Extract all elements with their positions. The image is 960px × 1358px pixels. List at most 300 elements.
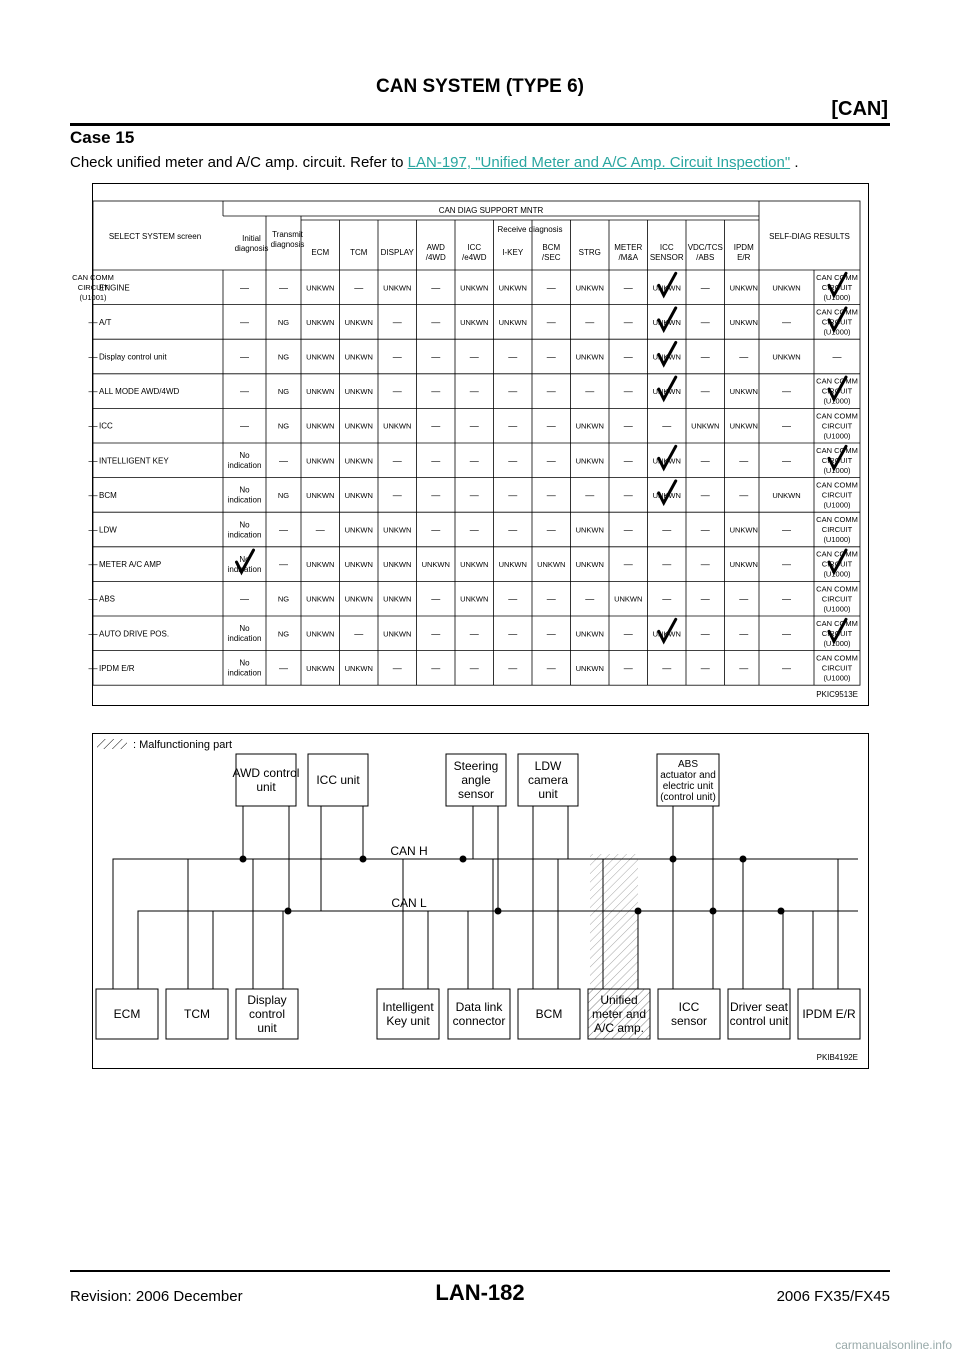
table-cell: — <box>546 282 556 293</box>
table-cell: UNKWN <box>383 525 412 535</box>
table-cell: — <box>431 524 441 535</box>
receive-col-header: /e4WD <box>462 252 487 262</box>
table-cell: — <box>431 628 441 639</box>
table-cell: — <box>782 628 791 639</box>
receive-col-header: /4WD <box>425 252 446 262</box>
junction-dot <box>670 856 677 863</box>
table-cell: UNKWN <box>652 629 681 639</box>
table-cell: — <box>623 559 633 570</box>
self-diag-cell: CAN COMM <box>816 307 858 317</box>
table-cell: — <box>508 386 518 397</box>
self-diag-cell: (U1000) <box>823 638 851 648</box>
receive-col-header: STRG <box>578 247 601 257</box>
table-cell: — <box>508 593 518 604</box>
receive-col-header: E/R <box>737 252 751 262</box>
table-cell: — <box>469 628 479 639</box>
initial-diagnosis-header: diagnosis <box>234 243 269 253</box>
table-cell: — <box>546 489 556 500</box>
receive-col-header: TCM <box>350 247 368 257</box>
receive-col-header: SENSOR <box>649 252 684 262</box>
footer-rule <box>70 1270 890 1272</box>
table-cell: — <box>392 662 402 673</box>
table-cell: UNKWN <box>729 317 758 327</box>
receive-col-header: VDC/TCS <box>687 242 723 252</box>
table-cell: — <box>431 351 441 362</box>
table-cell: — <box>240 420 249 431</box>
table-cell: — <box>469 351 479 362</box>
table-cell: — <box>623 455 633 466</box>
table-cell: UNKWN <box>575 629 604 639</box>
table-cell: UNKWN <box>344 456 373 466</box>
table-cell: UNKWN <box>729 387 758 397</box>
table-cell: UNKWN <box>306 352 335 362</box>
bottom-unit-label: Data link <box>455 1000 503 1015</box>
table-cell: UNKWN <box>344 663 373 673</box>
table-cell: — <box>546 628 556 639</box>
bottom-unit-label: ICC <box>678 1000 700 1015</box>
table-cell: — <box>469 524 479 535</box>
receive-col-header: ICC <box>467 242 482 252</box>
bottom-unit-label: IPDM E/R <box>802 1007 856 1022</box>
no-indication-cell: No <box>239 554 250 564</box>
table-cell: — <box>739 351 749 362</box>
top-unit-label: (control unit) <box>660 792 716 803</box>
table-cell: — <box>469 420 479 431</box>
table-cell: — <box>508 524 518 535</box>
top-unit-label: LDW <box>534 759 562 774</box>
bottom-unit-label: Driver seat <box>729 1000 789 1015</box>
no-indication-cell: No <box>239 451 250 461</box>
junction-dot <box>460 856 467 863</box>
table-cell: — <box>279 662 288 673</box>
table-cell: — <box>240 386 249 397</box>
table-cell: UNKWN <box>344 387 373 397</box>
can-l-label: CAN L <box>391 896 427 910</box>
table-cell: — <box>279 524 288 535</box>
table-cell: — <box>469 455 479 466</box>
self-diag-cell: CIRCUIT <box>821 663 853 673</box>
table-cell: — <box>392 316 402 327</box>
table-cell: — <box>546 420 556 431</box>
table-cell: UNKWN <box>344 594 373 604</box>
no-indication-cell: indication <box>227 495 262 505</box>
table-cell: UNKWN <box>383 629 412 639</box>
table-cell: — <box>88 455 98 466</box>
table-cell: UNKWN <box>306 594 335 604</box>
table-cell: — <box>700 316 710 327</box>
self-diag-cell: CAN COMM <box>816 445 858 455</box>
table-cell: — <box>88 489 98 500</box>
self-diag-cell: CIRCUIT <box>821 559 853 569</box>
table-cell: UNKWN <box>306 283 335 293</box>
table-cell: — <box>431 420 441 431</box>
table-cell: — <box>546 316 556 327</box>
intro-paragraph <box>70 154 799 171</box>
table-cell: — <box>585 489 595 500</box>
bottom-unit-label: meter and <box>591 1007 647 1022</box>
table-cell: UNKWN <box>498 283 527 293</box>
table-cell: — <box>431 593 441 604</box>
no-indication-cell: indication <box>227 461 262 471</box>
self-diag-cell: CIRCUIT <box>821 421 853 431</box>
receive-col-header: I-KEY <box>502 247 524 257</box>
row-name: IPDM E/R <box>99 663 135 673</box>
self-diag-cell: (U1000) <box>823 396 851 406</box>
table-cell: UNKWN <box>306 387 335 397</box>
junction-dot <box>635 908 642 915</box>
table-cell: — <box>240 282 249 293</box>
table-cell: UNKWN <box>652 283 681 293</box>
table-cell: — <box>431 316 441 327</box>
self-diag-cell: CAN COMM <box>816 376 858 386</box>
table-figure-code: PKIC9513E <box>816 690 858 699</box>
table-cell: — <box>354 628 364 639</box>
no-indication-cell: indication <box>227 634 262 644</box>
table-cell: — <box>240 316 249 327</box>
no-indication-cell: No <box>239 658 250 668</box>
table-cell: — <box>700 489 710 500</box>
self-diag-cell: (U1000) <box>823 465 851 475</box>
table-cell: — <box>782 455 791 466</box>
receive-col-header: ICC <box>659 242 674 252</box>
table-cell: — <box>508 489 518 500</box>
self-diag-cell: (U1000) <box>823 500 851 510</box>
table-cell: UNKWN <box>460 283 489 293</box>
bottom-unit-label: connector <box>452 1014 506 1029</box>
bottom-unit-label: ECM <box>113 1007 141 1022</box>
table-cell: — <box>700 593 710 604</box>
diag-table-panel <box>72 183 869 706</box>
can-circuit-diagram <box>93 734 868 1068</box>
self-diag-cell: (U1000) <box>823 569 851 579</box>
bottom-unit-label: BCM <box>535 1007 563 1022</box>
table-cell: — <box>782 662 791 673</box>
table-cell: — <box>279 282 288 293</box>
table-cell: — <box>662 559 672 570</box>
legend-text: : Malfunctioning part <box>133 739 233 751</box>
table-cell: UNKWN <box>575 456 604 466</box>
table-cell: NG <box>277 352 290 362</box>
can-h-label: CAN H <box>390 844 428 858</box>
table-cell: NG <box>277 317 290 327</box>
table-cell: UNKWN <box>344 560 373 570</box>
table-cell: — <box>623 316 633 327</box>
table-cell: — <box>782 316 791 327</box>
can-h-line <box>113 859 858 989</box>
row-name: METER A/C AMP <box>99 560 162 570</box>
self-diag-cell: CIRCUIT <box>821 490 853 500</box>
self-diag-cell: CAN COMM <box>816 584 858 594</box>
self-diag-cell: CIRCUIT <box>821 455 853 465</box>
table-cell: UNKWN <box>652 456 681 466</box>
self-diag-cell: CAN COMM <box>72 272 114 282</box>
self-diag-cell: (U1000) <box>823 535 851 545</box>
table-cell: — <box>739 628 749 639</box>
self-diag-cell: (U1000) <box>823 327 851 337</box>
no-indication-cell: No <box>239 485 250 495</box>
table-cell: — <box>623 282 633 293</box>
table-cell: — <box>508 420 518 431</box>
table-cell: — <box>700 351 710 362</box>
bottom-unit-label: TCM <box>184 1007 210 1022</box>
table-cell: UNKWN <box>772 283 801 293</box>
table-cell: — <box>508 351 518 362</box>
bottom-unit-label: sensor <box>670 1014 708 1029</box>
table-cell: UNKWN <box>344 525 373 535</box>
row-name: ENGINE <box>99 283 130 293</box>
junction-dot <box>285 908 292 915</box>
table-cell: — <box>88 593 98 604</box>
bottom-unit-label: control unit <box>729 1014 789 1029</box>
table-cell: — <box>546 524 556 535</box>
table-cell: UNKWN <box>460 317 489 327</box>
receive-col-header: BCM <box>542 242 561 252</box>
bottom-unit-label: unit <box>257 1021 277 1036</box>
watermark: carmanualsonline.info <box>835 1338 952 1352</box>
table-cell: — <box>623 351 633 362</box>
table-cell: — <box>240 351 249 362</box>
table-grid <box>93 201 860 685</box>
table-cell: UNKWN <box>772 490 801 500</box>
page-number: LAN-182 <box>435 1280 525 1305</box>
table-cell: — <box>431 489 441 500</box>
table-cell: — <box>392 351 402 362</box>
can-diag-table <box>72 184 868 705</box>
no-indication-cell: No <box>239 624 250 634</box>
table-cell: — <box>832 351 842 362</box>
receive-col-header: /ABS <box>696 252 715 262</box>
table-cell: — <box>700 282 710 293</box>
table-cell: UNKWN <box>729 525 758 535</box>
self-diag-cell: (U1000) <box>823 604 851 614</box>
self-diag-cell: CAN COMM <box>816 549 858 559</box>
table-cell: — <box>585 316 595 327</box>
row-name: Display control unit <box>99 352 167 362</box>
row-name: ICC <box>99 421 113 431</box>
table-cell: UNKWN <box>729 283 758 293</box>
table-cell: NG <box>277 490 290 500</box>
table-cell: — <box>700 524 710 535</box>
bottom-unit-label: control <box>248 1007 286 1022</box>
table-cell: UNKWN <box>498 317 527 327</box>
table-cell: UNKWN <box>498 560 527 570</box>
legend-hatch-swatch <box>97 739 127 749</box>
table-cell: — <box>623 420 633 431</box>
row-name: INTELLIGENT KEY <box>99 456 169 466</box>
no-indication-cell: indication <box>227 564 262 574</box>
table-cell: — <box>392 489 402 500</box>
bottom-unit-label: Intelligent <box>382 1000 434 1015</box>
table-cell: UNKWN <box>575 421 604 431</box>
table-cell: — <box>662 524 672 535</box>
table-cell: UNKWN <box>575 560 604 570</box>
table-cell: — <box>782 420 791 431</box>
row-name: LDW <box>99 525 117 535</box>
table-cell: — <box>662 662 672 673</box>
table-cell: UNKWN <box>306 317 335 327</box>
table-cell: — <box>700 559 710 570</box>
table-cell: UNKWN <box>575 663 604 673</box>
self-diag-cell: CAN COMM <box>816 480 858 490</box>
table-cell: NG <box>277 629 290 639</box>
row-name: A/T <box>99 317 112 327</box>
table-cell: UNKWN <box>306 663 335 673</box>
self-diag-cell: (U1000) <box>823 431 851 441</box>
receive-col-header: AWD <box>426 242 445 252</box>
table-cell: UNKWN <box>537 560 566 570</box>
table-cell: — <box>508 662 518 673</box>
table-cell: — <box>88 628 98 639</box>
intro-end: . <box>790 154 799 171</box>
table-cell: NG <box>277 421 290 431</box>
self-diag-cell: CAN COMM <box>816 515 858 525</box>
self-diag-cell: CIRCUIT <box>821 317 853 327</box>
table-cell: — <box>546 593 556 604</box>
top-unit-label: camera <box>527 773 569 788</box>
select-system-header: SELECT SYSTEM screen <box>108 232 202 241</box>
row-name: ABS <box>99 594 116 604</box>
table-cell: — <box>431 282 441 293</box>
table-cell: — <box>739 593 749 604</box>
bottom-unit-label: Key unit <box>386 1014 430 1029</box>
junction-dot <box>360 856 367 863</box>
receive-diagnosis-header: Receive diagnosis <box>497 225 563 234</box>
top-unit-label: ABS <box>677 759 699 770</box>
initial-diagnosis-header: Initial <box>242 233 261 243</box>
table-cell: — <box>700 628 710 639</box>
self-diag-cell: (U1000) <box>823 673 851 683</box>
table-cell: UNKWN <box>652 387 681 397</box>
table-cell: UNKWN <box>575 352 604 362</box>
table-cell: — <box>623 662 633 673</box>
no-indication-cell: No <box>239 520 250 530</box>
self-diag-cell: CIRCUIT <box>821 525 853 535</box>
receive-col-header: /SEC <box>541 252 561 262</box>
row-name: AUTO DRIVE POS. <box>99 629 170 639</box>
header-rule <box>70 123 890 126</box>
table-cell: UNKWN <box>344 352 373 362</box>
bottom-unit-label: A/C amp. <box>593 1021 645 1036</box>
top-unit-label: Steering <box>453 759 499 774</box>
table-cell: — <box>279 455 288 466</box>
table-cell: UNKWN <box>614 594 643 604</box>
table-cell: — <box>508 628 518 639</box>
table-cell: UNKWN <box>383 283 412 293</box>
table-cell: UNKWN <box>575 525 604 535</box>
table-cell: — <box>88 316 98 327</box>
case-heading: Case 15 <box>70 128 135 147</box>
self-diag-cell: CAN COMM <box>816 411 858 421</box>
table-cell: UNKWN <box>306 629 335 639</box>
table-cell: UNKWN <box>344 421 373 431</box>
table-cell: — <box>508 455 518 466</box>
self-diag-cell: CIRCUIT <box>77 282 109 292</box>
table-cell: — <box>782 559 791 570</box>
top-unit-label: unit <box>256 780 276 795</box>
top-unit-label: electric unit <box>662 781 714 792</box>
table-cell: — <box>88 420 98 431</box>
table-cell: — <box>623 524 633 535</box>
junction-dot <box>710 908 717 915</box>
self-diag-cell: CIRCUIT <box>821 594 853 604</box>
table-cell: — <box>315 524 325 535</box>
table-cell: UNKWN <box>575 283 604 293</box>
table-cell: UNKWN <box>344 490 373 500</box>
self-diag-cell: CIRCUIT <box>821 282 853 292</box>
top-unit-label: unit <box>538 787 558 802</box>
table-cell: NG <box>277 387 290 397</box>
table-cell: UNKWN <box>344 317 373 327</box>
table-cell: NG <box>277 594 290 604</box>
table-cell: UNKWN <box>729 560 758 570</box>
table-cell: UNKWN <box>652 317 681 327</box>
table-cell: UNKWN <box>772 352 801 362</box>
row-name: ALL MODE AWD/4WD <box>99 387 180 397</box>
table-cell: — <box>700 455 710 466</box>
table-cell: — <box>88 524 98 535</box>
top-unit-label: sensor <box>457 787 495 802</box>
receive-col-header: ECM <box>311 247 330 257</box>
table-cell: — <box>279 559 288 570</box>
self-diag-cell: (U1001) <box>79 292 107 302</box>
table-cell: UNKWN <box>383 560 412 570</box>
table-cell: — <box>739 662 749 673</box>
self-diag-cell: CIRCUIT <box>821 386 853 396</box>
table-cell: — <box>623 489 633 500</box>
table-cell: — <box>782 386 791 397</box>
table-cell: — <box>469 662 479 673</box>
table-cell: — <box>469 386 479 397</box>
table-cell: — <box>88 559 98 570</box>
table-cell: — <box>585 593 595 604</box>
self-diag-cell: CIRCUIT <box>821 628 853 638</box>
no-indication-cell: indication <box>227 668 262 678</box>
no-indication-cell: indication <box>227 530 262 540</box>
table-cell: UNKWN <box>306 421 335 431</box>
table-cell: — <box>546 662 556 673</box>
top-unit-label: actuator and <box>660 770 716 781</box>
receive-col-header: METER <box>614 242 643 252</box>
table-cell: — <box>623 628 633 639</box>
table-cell: — <box>88 662 98 673</box>
page-title: CAN SYSTEM (TYPE 6) <box>376 76 584 97</box>
can-l-line <box>138 911 858 989</box>
table-cell: — <box>431 662 441 673</box>
diagram-figure-code: PKIB4192E <box>816 1053 858 1062</box>
table-cell: UNKWN <box>460 594 489 604</box>
self-diag-cell: CAN COMM <box>816 653 858 663</box>
table-cell: — <box>392 386 402 397</box>
self-diag-cell: CAN COMM <box>816 618 858 628</box>
receive-col-header: IPDM <box>733 242 754 252</box>
row-name: BCM <box>99 490 117 500</box>
table-cell: UNKWN <box>460 560 489 570</box>
table-cell: UNKWN <box>383 421 412 431</box>
intro-text: Check unified meter and A/C amp. circuit. Refer to <box>70 154 408 171</box>
table-cell: UNKWN <box>652 490 681 500</box>
table-cell: — <box>240 593 249 604</box>
table-cell: — <box>431 455 441 466</box>
table-cell: — <box>88 386 98 397</box>
junction-dot <box>240 856 247 863</box>
table-cell: — <box>546 351 556 362</box>
receive-col-header: DISPLAY <box>380 247 414 257</box>
can-diag-header: CAN DIAG SUPPORT MNTR <box>438 206 544 215</box>
table-cell: — <box>546 386 556 397</box>
inspection-link[interactable]: LAN-197, "Unified Meter and A/C Amp. Circuit Inspection" <box>407 154 791 171</box>
table-cell: UNKWN <box>691 421 720 431</box>
table-cell: — <box>700 662 710 673</box>
